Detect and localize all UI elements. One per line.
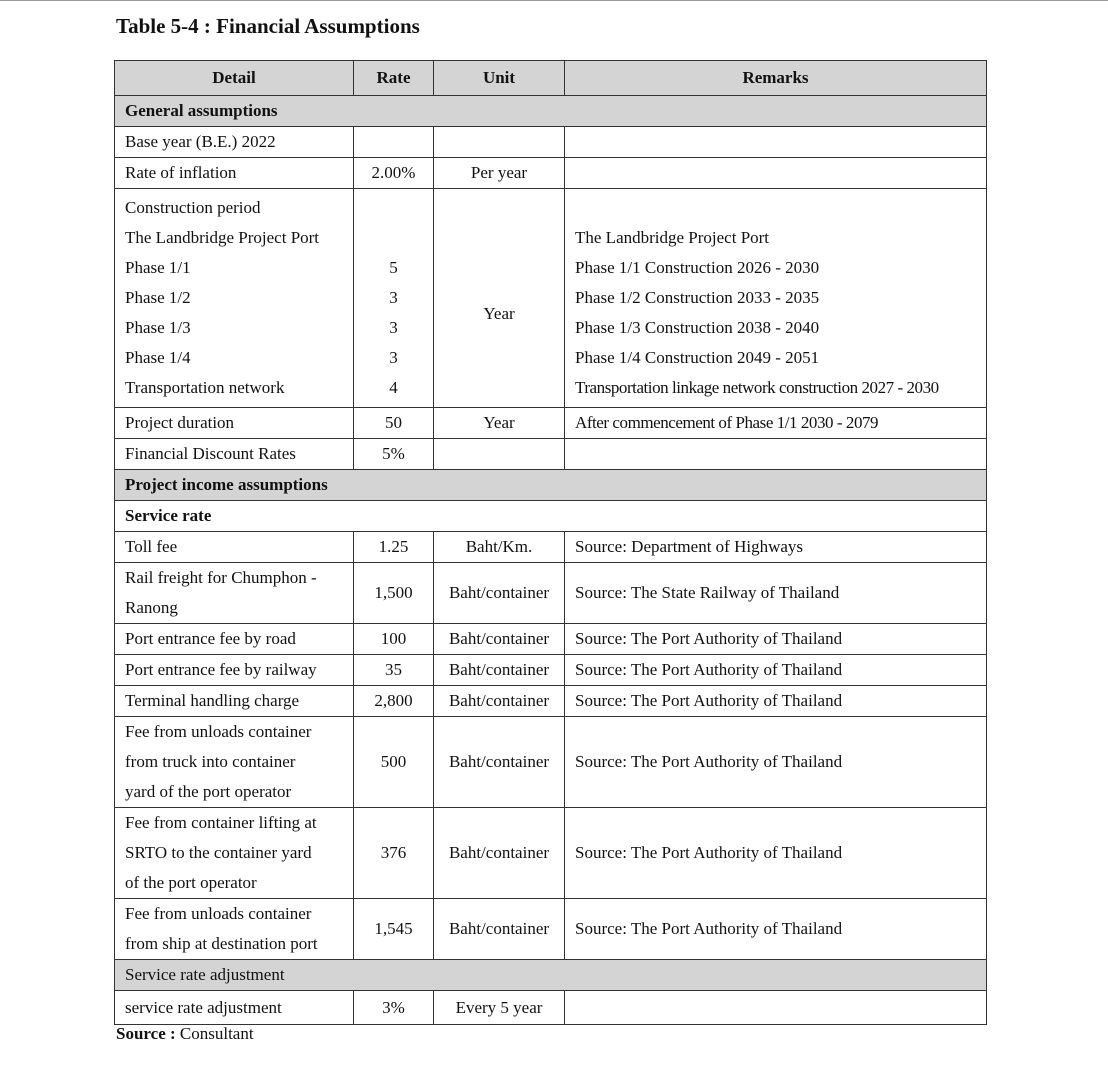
remarks-line: Transportation linkage network construction 2027 - 2030	[575, 378, 939, 397]
detail-cell	[115, 624, 354, 655]
rate-line: 5	[389, 258, 398, 277]
rate-cell: 5%	[354, 439, 434, 470]
rate-cell	[354, 189, 434, 408]
unit-cell: Baht/Km.	[434, 532, 565, 563]
rate-cell: 2,800	[354, 686, 434, 717]
section-service-rate	[115, 501, 987, 532]
section-heading: Service rate adjustment	[115, 960, 987, 991]
detail-line: The Landbridge Project Port	[125, 228, 320, 247]
detail-line: Terminal handling charge	[125, 691, 300, 710]
detail-line: Phase 1/2	[125, 288, 191, 307]
detail-cell	[115, 717, 354, 808]
section-heading: Service rate	[115, 501, 987, 532]
table-row	[115, 991, 987, 1025]
detail-cell: Financial Discount Rates	[115, 439, 354, 470]
rate-cell: 35	[354, 655, 434, 686]
detail-line: SRTO to the container yard	[125, 843, 312, 862]
unit-cell: Baht/container	[434, 655, 565, 686]
detail-cell	[115, 686, 354, 717]
remarks-cell: Source: The Port Authority of Thailand	[565, 899, 987, 960]
header-detail: Detail	[115, 61, 354, 96]
detail-line: Phase 1/3	[125, 318, 191, 337]
detail-cell	[115, 189, 354, 408]
section-heading: General assumptions	[115, 96, 987, 127]
detail-cell	[115, 563, 354, 624]
table-title: Table 5-4 : Financial Assumptions	[116, 14, 420, 38]
rate-cell: 50	[354, 408, 434, 439]
detail-line: Fee from unloads container	[125, 722, 312, 741]
detail-line: Ranong	[125, 598, 178, 617]
unit-cell: Year	[434, 189, 565, 408]
remarks-cell: Source: The Port Authority of Thailand	[565, 717, 987, 808]
detail-line: Fee from unloads container	[125, 904, 312, 923]
detail-line: Construction period	[125, 198, 261, 217]
remarks-line: The Landbridge Project Port	[575, 228, 770, 247]
unit-cell: Year	[434, 408, 565, 439]
rate-cell: 2.00%	[354, 158, 434, 189]
source-note	[116, 1024, 254, 1044]
remarks-line: Phase 1/2 Construction 2033 - 2035	[575, 288, 820, 307]
top-rule	[0, 0, 1108, 1]
detail-cell: Rate of inflation	[115, 158, 354, 189]
rate-cell: 1,545	[354, 899, 434, 960]
table-row	[115, 439, 987, 470]
table-row	[115, 808, 987, 899]
section-adjustment	[115, 960, 987, 991]
rate-line: 3	[389, 348, 398, 367]
unit-cell: Every 5 year	[434, 991, 565, 1025]
detail-line: Port entrance fee by railway	[125, 660, 317, 679]
source-label: Source :	[116, 1024, 176, 1043]
remarks-cell: Source: The Port Authority of Thailand	[565, 655, 987, 686]
source-value: Consultant	[179, 1024, 254, 1043]
rate-line: 3	[389, 288, 398, 307]
header-rate: Rate	[354, 61, 434, 96]
rate-line: 4	[389, 378, 398, 397]
rate-cell: 376	[354, 808, 434, 899]
detail-line: Transportation network	[125, 378, 285, 397]
rate-cell: 3%	[354, 991, 434, 1025]
financial-assumptions-table	[114, 60, 987, 1025]
rate-line: 3	[389, 318, 398, 337]
remarks-cell: After commencement of Phase 1/1 2030 - 2079	[565, 408, 987, 439]
detail-cell	[115, 655, 354, 686]
table-row	[115, 189, 987, 408]
table-row	[115, 158, 987, 189]
rate-cell: 500	[354, 717, 434, 808]
unit-cell: Baht/container	[434, 808, 565, 899]
detail-line: Toll fee	[125, 537, 178, 556]
unit-cell: Baht/container	[434, 624, 565, 655]
remarks-cell	[565, 189, 987, 408]
unit-cell: Baht/container	[434, 563, 565, 624]
rate-cell: 1.25	[354, 532, 434, 563]
table-row	[115, 563, 987, 624]
detail-line: Phase 1/4	[125, 348, 191, 367]
detail-cell: Project duration	[115, 408, 354, 439]
table-row	[115, 127, 987, 158]
table-row	[115, 655, 987, 686]
table-row	[115, 717, 987, 808]
header-unit: Unit	[434, 61, 565, 96]
header-row	[115, 61, 987, 96]
table-row	[115, 532, 987, 563]
header-remarks: Remarks	[565, 61, 987, 96]
detail-line: from ship at destination port	[125, 934, 318, 953]
remarks-line: Phase 1/3 Construction 2038 - 2040	[575, 318, 820, 337]
rate-line	[364, 223, 423, 253]
rate-line	[364, 193, 423, 223]
section-income	[115, 470, 987, 501]
detail-line: Rail freight for Chumphon -	[125, 568, 317, 587]
section-heading: Project income assumptions	[115, 470, 987, 501]
detail-line: Phase 1/1	[125, 258, 191, 277]
detail-cell	[115, 899, 354, 960]
unit-cell: Baht/container	[434, 686, 565, 717]
remarks-line	[575, 193, 976, 223]
unit-cell: Per year	[434, 158, 565, 189]
detail-line: of the port operator	[125, 873, 257, 892]
unit-cell: Baht/container	[434, 899, 565, 960]
remarks-cell: Source: The Port Authority of Thailand	[565, 624, 987, 655]
table-row	[115, 899, 987, 960]
unit-cell: Baht/container	[434, 717, 565, 808]
remarks-cell: Source: Department of Highways	[565, 532, 987, 563]
section-general	[115, 96, 987, 127]
rate-cell: 1,500	[354, 563, 434, 624]
rate-cell: 100	[354, 624, 434, 655]
table-row	[115, 408, 987, 439]
detail-cell: Base year (B.E.) 2022	[115, 127, 354, 158]
remarks-line: Phase 1/1 Construction 2026 - 2030	[575, 258, 820, 277]
detail-cell	[115, 808, 354, 899]
remarks-cell: Source: The Port Authority of Thailand	[565, 686, 987, 717]
remarks-cell: Source: The Port Authority of Thailand	[565, 808, 987, 899]
remarks-line: Phase 1/4 Construction 2049 - 2051	[575, 348, 820, 367]
detail-line: from truck into container	[125, 752, 296, 771]
detail-line: Fee from container lifting at	[125, 813, 317, 832]
table-row	[115, 686, 987, 717]
remarks-cell: Source: The State Railway of Thailand	[565, 563, 987, 624]
detail-cell: service rate adjustment	[115, 991, 354, 1025]
detail-line: Port entrance fee by road	[125, 629, 296, 648]
detail-cell	[115, 532, 354, 563]
table-row	[115, 624, 987, 655]
detail-line: yard of the port operator	[125, 782, 292, 801]
